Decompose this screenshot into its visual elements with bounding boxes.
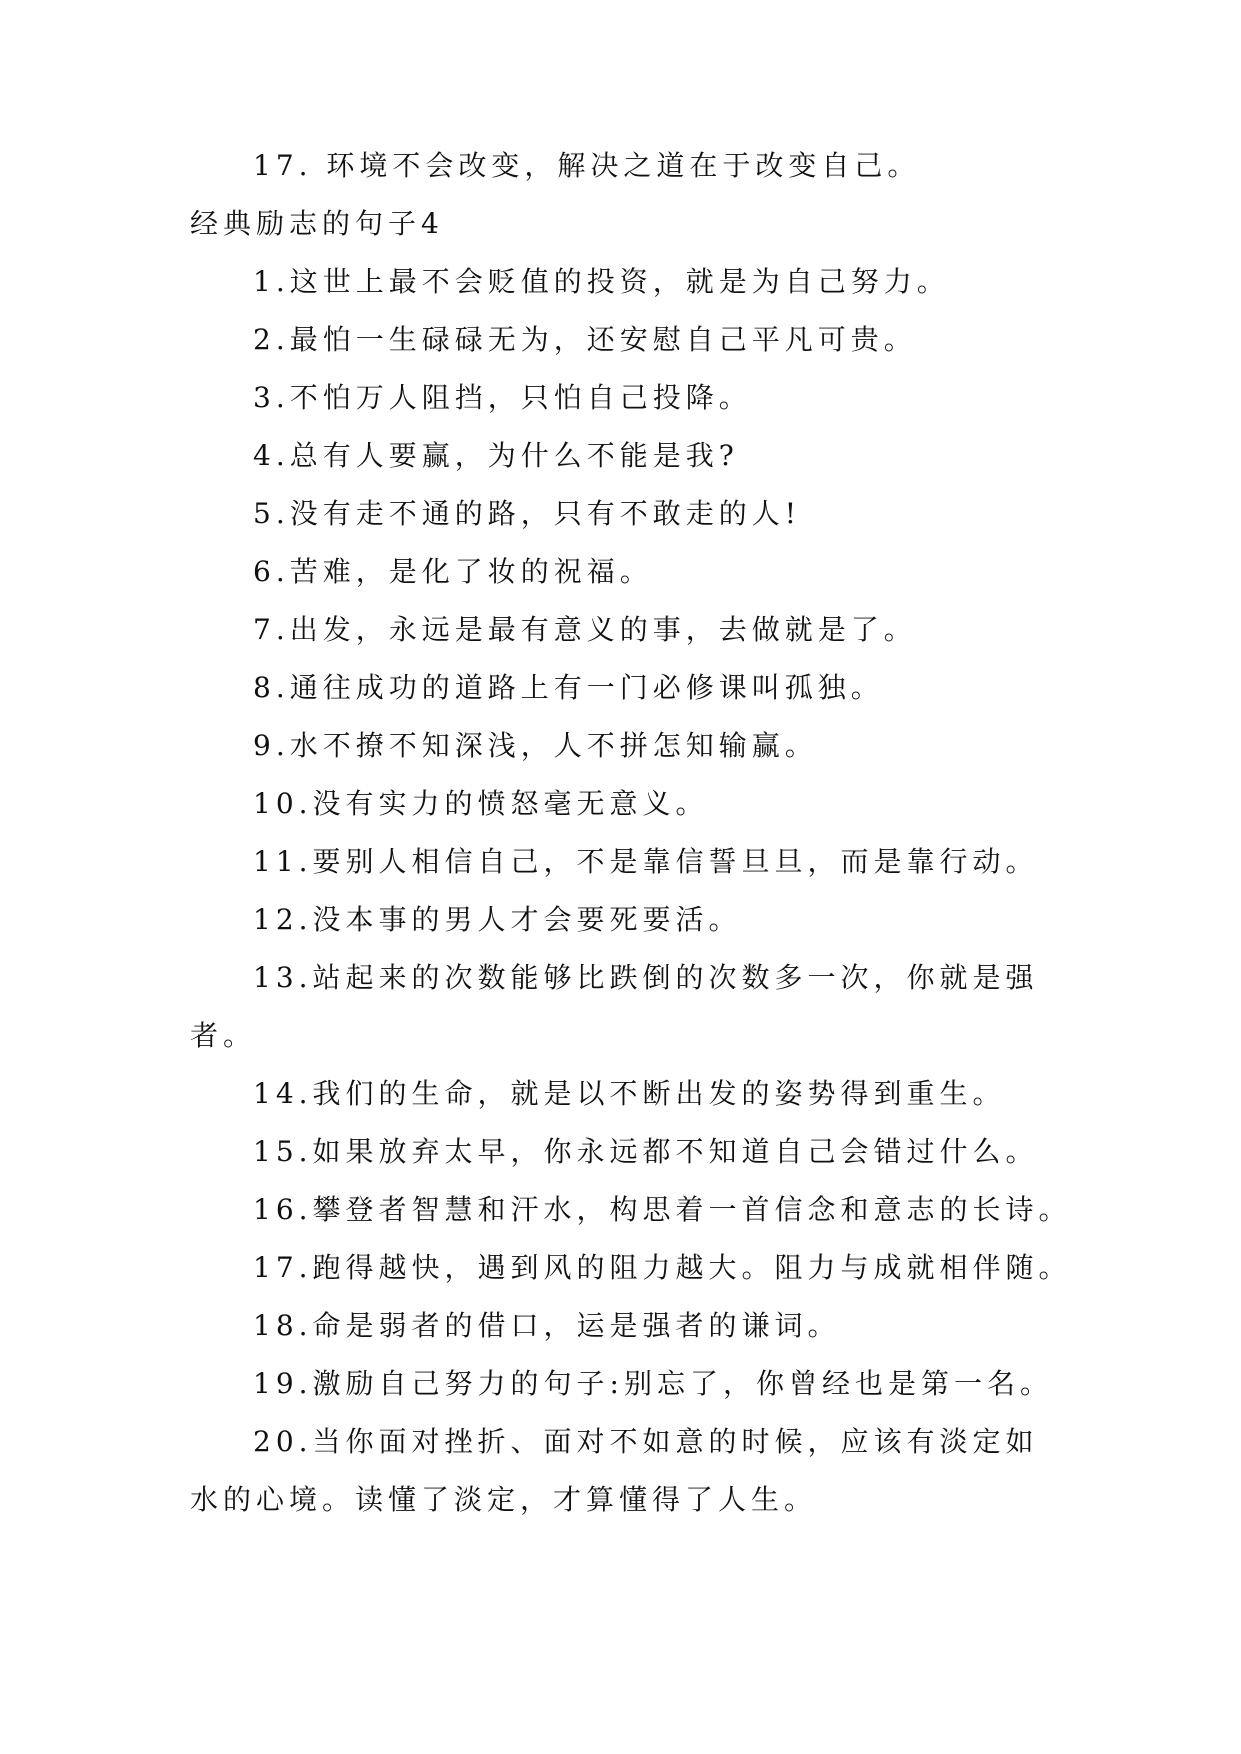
paragraph-line: 5.没有走不通的路，只有不敢走的人! [253, 497, 801, 530]
section-heading: 经典励志的句子4 [190, 207, 444, 240]
paragraph-line: 17. 环境不会改变，解决之道在于改变自己。 [253, 149, 921, 182]
paragraph-line: 1.这世上最不会贬值的投资，就是为自己努力。 [253, 265, 950, 298]
paragraph-line: 4.总有人要赢，为什么不能是我? [253, 439, 739, 472]
paragraph-line: 10.没有实力的愤怒毫无意义。 [253, 787, 709, 820]
paragraph-line: 19.激励自己努力的句子:别忘了，你曾经也是第一名。 [253, 1367, 1053, 1400]
paragraph-line: 12.没本事的男人才会要死要活。 [253, 903, 742, 936]
paragraph-line: 7.出发，永远是最有意义的事，去做就是了。 [253, 613, 917, 646]
paragraph-line: 20.当你面对挫折、面对不如意的时候，应该有淡定如 [253, 1425, 1039, 1458]
paragraph-line: 11.要别人相信自己，不是靠信誓旦旦，而是靠行动。 [253, 845, 1039, 878]
paragraph-line-continued: 者。 [190, 1019, 257, 1052]
paragraph-line: 3.不怕万人阻挡，只怕自己投降。 [253, 381, 752, 414]
paragraph-line: 17.跑得越快，遇到风的阻力越大。阻力与成就相伴随。 [253, 1251, 1072, 1284]
paragraph-line: 2.最怕一生碌碌无为，还安慰自己平凡可贵。 [253, 323, 917, 356]
paragraph-line: 15.如果放弃太早，你永远都不知道自己会错过什么。 [253, 1135, 1039, 1168]
paragraph-line: 14.我们的生命，就是以不断出发的姿势得到重生。 [253, 1077, 1006, 1110]
paragraph-line: 8.通往成功的道路上有一门必修课叫孤独。 [253, 671, 884, 704]
paragraph-line: 13.站起来的次数能够比跌倒的次数多一次，你就是强 [253, 961, 1039, 994]
paragraph-line: 16.攀登者智慧和汗水，构思着一首信念和意志的长诗。 [253, 1193, 1072, 1226]
paragraph-line: 18.命是弱者的借口，运是强者的谦词。 [253, 1309, 841, 1342]
paragraph-line-continued: 水的心境。读懂了淡定，才算懂得了人生。 [190, 1483, 818, 1516]
paragraph-line: 6.苦难，是化了妆的祝福。 [253, 555, 653, 588]
paragraph-line: 9.水不撩不知深浅，人不拼怎知输赢。 [253, 729, 818, 762]
